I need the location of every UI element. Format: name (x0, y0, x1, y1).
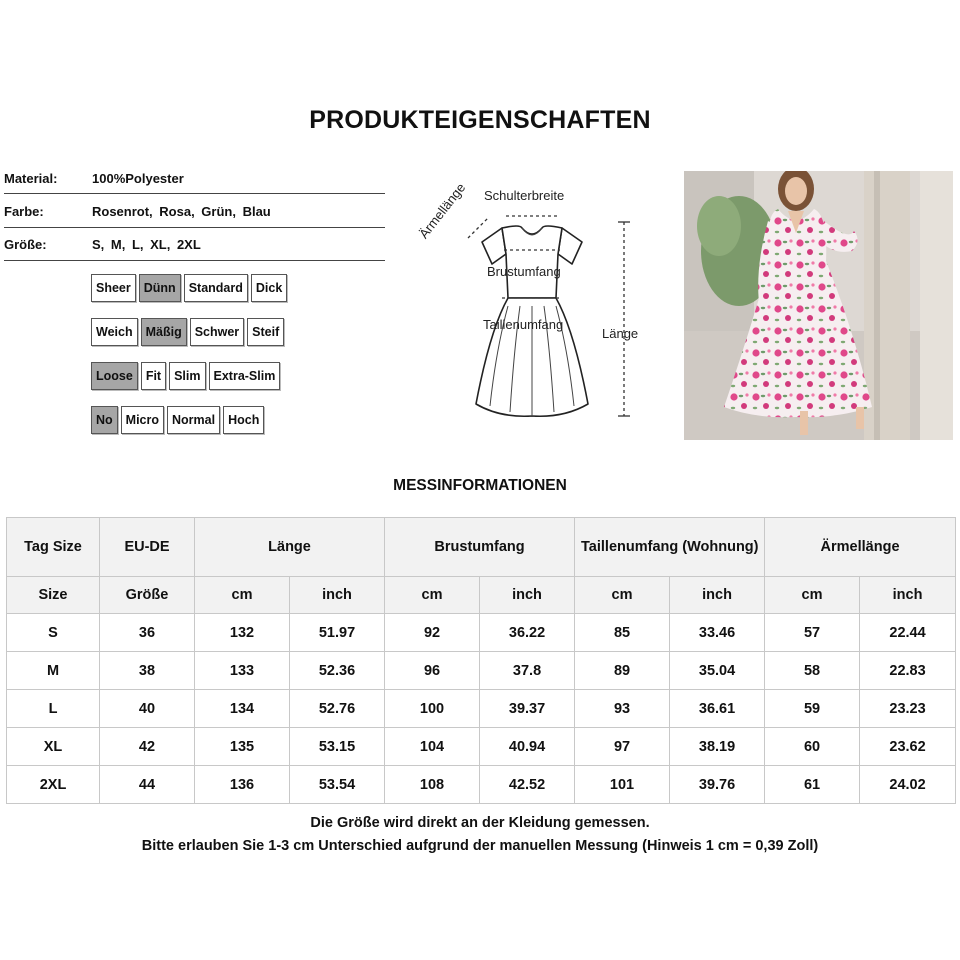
table-cell: 36.61 (670, 690, 765, 728)
table-subheader-row (7, 577, 956, 614)
subheader-cell: Size (7, 577, 100, 614)
table-cell: 101 (575, 766, 670, 804)
table-cell: 38.19 (670, 728, 765, 766)
table-cell: 33.46 (670, 614, 765, 652)
table-cell: 58 (765, 652, 860, 690)
header-laenge: Länge (195, 518, 385, 577)
waist-label: Taillenumfang (483, 317, 564, 332)
table-cell: 89 (575, 652, 670, 690)
elasticity-options (91, 406, 264, 434)
bust-label: Brustumfang (487, 264, 561, 279)
header-brustumfang: Brustumfang (385, 518, 575, 577)
table-cell: 39.37 (480, 690, 575, 728)
table-cell: 61 (765, 766, 860, 804)
header-eu-de: EU-DE (100, 518, 195, 577)
table-cell: 23.62 (860, 728, 956, 766)
table-cell: 38 (100, 652, 195, 690)
property-value: Rosenrot, Rosa, Grün, Blau (92, 204, 271, 219)
divider (4, 193, 385, 194)
property-color (4, 200, 385, 224)
measurement-diagram (410, 180, 670, 430)
property-label: Farbe: (4, 204, 44, 219)
table-cell: 59 (765, 690, 860, 728)
subheader-cell: inch (290, 577, 385, 614)
table-cell: 85 (575, 614, 670, 652)
table-cell: 134 (195, 690, 290, 728)
subheader-cell: cm (765, 577, 860, 614)
header-taillenumfang: Taillenumfang (Wohnung) (575, 518, 765, 577)
subheader-cell: inch (860, 577, 956, 614)
table-row (7, 614, 956, 652)
property-size (4, 233, 385, 257)
table-cell: L (7, 690, 100, 728)
subheader-cell: cm (385, 577, 480, 614)
property-material (4, 167, 385, 191)
header-aermellaenge: Ärmellänge (765, 518, 956, 577)
sleeve-label: Ärmellänge (416, 180, 469, 242)
table-cell: 93 (575, 690, 670, 728)
table-cell: 44 (100, 766, 195, 804)
header-tag-size: Tag Size (7, 518, 100, 577)
table-cell: S (7, 614, 100, 652)
chip-dick: Dick (251, 274, 287, 302)
property-value: S, M, L, XL, 2XL (92, 237, 201, 252)
divider (4, 260, 385, 261)
table-cell: 36 (100, 614, 195, 652)
chip-loose: Loose (91, 362, 138, 390)
chip-no: No (91, 406, 118, 434)
table-row (7, 766, 956, 804)
table-cell: 42.52 (480, 766, 575, 804)
table-cell: 96 (385, 652, 480, 690)
subheader-cell: cm (575, 577, 670, 614)
table-cell: 53.15 (290, 728, 385, 766)
table-cell: 2XL (7, 766, 100, 804)
table-cell: 52.76 (290, 690, 385, 728)
table-cell: 36.22 (480, 614, 575, 652)
touch-options (91, 318, 284, 346)
thickness-options (91, 274, 287, 302)
table-cell: 53.54 (290, 766, 385, 804)
length-label: Länge (602, 326, 639, 341)
chip-hoch: Hoch (223, 406, 264, 434)
table-cell: XL (7, 728, 100, 766)
subheader-cell: cm (195, 577, 290, 614)
chip-duenn: Dünn (139, 274, 181, 302)
note-tolerance: Bitte erlauben Sie 1-3 cm Unterschied aufgrund der manuellen Messung (Hinweis 1 cm = 0,39 Zoll) (141, 838, 819, 854)
table-cell: 135 (195, 728, 290, 766)
table-cell: 57 (765, 614, 860, 652)
model-dress-image (684, 171, 953, 440)
chip-micro: Micro (121, 406, 164, 434)
table-cell: 23.23 (860, 690, 956, 728)
table-cell: 40 (100, 690, 195, 728)
chip-schwer: Schwer (190, 318, 244, 346)
table-cell: 39.76 (670, 766, 765, 804)
table-cell: 35.04 (670, 652, 765, 690)
type-options (91, 362, 280, 390)
subheader-cell: inch (480, 577, 575, 614)
chip-standard: Standard (184, 274, 248, 302)
property-value: 100%Polyester (92, 171, 184, 186)
table-cell: 24.02 (860, 766, 956, 804)
note-measure: Die Größe wird direkt an der Kleidung gemessen. (310, 815, 650, 831)
table-row (7, 690, 956, 728)
dress-outline-icon (410, 180, 670, 430)
table-cell: 100 (385, 690, 480, 728)
property-label: Material: (4, 171, 58, 186)
shoulder-label: Schulterbreite (484, 188, 565, 203)
table-cell: 92 (385, 614, 480, 652)
table-cell: 40.94 (480, 728, 575, 766)
table-cell: 136 (195, 766, 290, 804)
subheader-cell: inch (670, 577, 765, 614)
table-cell: 22.44 (860, 614, 956, 652)
property-label: Größe: (4, 237, 47, 252)
table-cell: 133 (195, 652, 290, 690)
table-cell: 108 (385, 766, 480, 804)
chip-normal: Normal (167, 406, 220, 434)
size-table (6, 517, 956, 804)
table-row (7, 652, 956, 690)
table-cell: 37.8 (480, 652, 575, 690)
table-row (7, 728, 956, 766)
chip-steif: Steif (247, 318, 284, 346)
page-title: PRODUKTEIGENSCHAFTEN (309, 106, 651, 134)
table-cell: 104 (385, 728, 480, 766)
measure-title: MESSINFORMATIONEN (393, 477, 567, 494)
table-cell: 22.83 (860, 652, 956, 690)
chip-weich: Weich (91, 318, 138, 346)
chip-sheer: Sheer (91, 274, 136, 302)
chip-maessig: Mäßig (141, 318, 187, 346)
table-header-row (7, 518, 956, 577)
table-cell: M (7, 652, 100, 690)
chip-extra-slim: Extra-Slim (209, 362, 281, 390)
subheader-cell: Größe (100, 577, 195, 614)
table-cell: 132 (195, 614, 290, 652)
table-cell: 60 (765, 728, 860, 766)
table-cell: 42 (100, 728, 195, 766)
chip-fit: Fit (141, 362, 166, 390)
table-cell: 52.36 (290, 652, 385, 690)
divider (4, 227, 385, 228)
chip-slim: Slim (169, 362, 205, 390)
product-photo (684, 171, 953, 440)
table-cell: 97 (575, 728, 670, 766)
table-cell: 51.97 (290, 614, 385, 652)
